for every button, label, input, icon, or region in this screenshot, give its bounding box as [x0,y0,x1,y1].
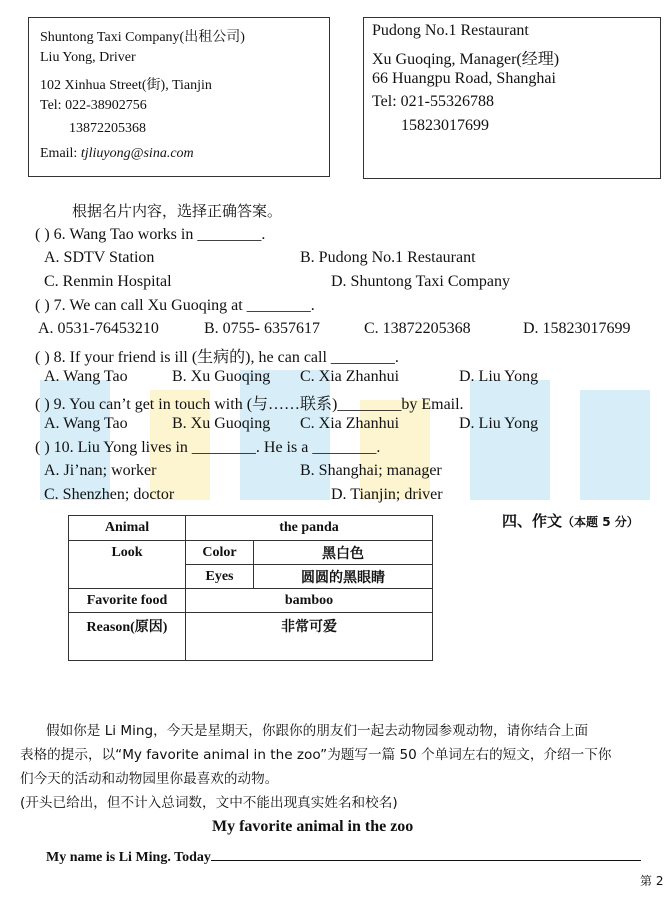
table-food-value: bamboo [186,589,433,613]
section-title [502,510,639,531]
question-7-option-c: C. 13872205368 [364,320,471,337]
essay-prompt-line1: 假如你是 Li Ming，今天是星期天，你跟你的朋友们一起去动物园参观动物，请你结合上面 [46,723,589,739]
essay-prompt-line3: 们今天的活动和动物园里你最喜欢的动物。 [20,771,279,787]
panda-info-table [68,515,433,661]
card2-company: Pudong No.1 Restaurant [372,22,529,39]
question-8-option-b: B. Xu Guoqing [172,368,271,385]
question-8-option-d: D. Liu Yong [459,368,539,385]
question-9-option-b: B. Xu Guoqing [172,415,271,432]
table-reason-label: Reason(原因) [69,613,186,661]
question-7-stem: ( ) 7. We can call Xu Guoqing at ________. [35,297,315,314]
question-6-option-d: D. Shuntong Taxi Company [331,273,511,290]
card1-email-label: Email: [40,146,81,161]
card1-tel: Tel: 022-38902756 [40,98,147,113]
essay-note: (开头已给出，但不计入总词数，文中不能出现真实姓名和校名) [20,795,398,811]
table-food-label: Favorite food [69,589,186,613]
page-footer: 第 2 [640,874,664,888]
card2-address: 66 Huangpu Road, Shanghai [372,70,556,87]
card2-name: Xu Guoqing, Manager(经理) [372,51,560,68]
card1-email-row [40,146,194,162]
card1-company: Shuntong Taxi Company(出租公司) [40,30,245,45]
question-7-option-d: D. 15823017699 [523,320,631,337]
section-title-text: 四、作文 [502,512,563,530]
essay-answer-line [211,848,641,861]
essay-prompt-line2: 表格的提示，以“My favorite animal in the zoo”为题写一篇 50 个单词左右的短文，介绍一下你 [20,747,612,763]
question-7-option-a: A. 0531-76453210 [38,320,159,337]
card1-address: 102 Xinhua Street(街), Tianjin [40,78,212,93]
table-look-label: Look [69,541,186,589]
question-8-option-c: C. Xia Zhanhui [300,368,400,385]
card2-tel: Tel: 021-55326788 [372,93,494,110]
question-9-option-a: A. Wang Tao [44,415,128,432]
question-9-stem: ( ) 9. You can’t get in touch with (与……联系)________by Email. [35,396,464,413]
table-animal-value: the panda [186,516,433,541]
table-eyes-value: 圆圆的黑眼睛 [254,565,433,589]
question-6-option-a: A. SDTV Station [44,249,155,266]
question-7-option-b: B. 0755- 6357617 [204,320,320,337]
table-animal-label: Animal [69,516,186,541]
card1-name: Liu Yong, Driver [40,50,136,65]
table-color-value: 黑白色 [254,541,433,565]
question-10-option-a: A. Ji’nan; worker [44,462,157,479]
card1-tel2: 13872205368 [69,121,146,136]
question-10-option-c: C. Shenzhen; doctor [44,486,175,503]
question-6-stem: ( ) 6. Wang Tao works in ________. [35,226,266,243]
card2-tel2: 15823017699 [401,117,489,134]
question-8-stem: ( ) 8. If your friend is ill (生病的), he can call ________. [35,349,399,366]
question-10-option-d: D. Tianjin; driver [331,486,443,503]
essay-start-text: My name is Li Ming. Today [46,850,211,865]
instruction-text: 根据名片内容，选择正确答案。 [72,202,283,220]
table-reason-value: 非常可爱 [186,613,433,661]
question-9-option-c: C. Xia Zhanhui [300,415,400,432]
essay-title: My favorite animal in the zoo [212,818,414,835]
section-points: （本题 5 分） [562,515,639,529]
table-color-label: Color [186,541,254,565]
card1-email: tjliuyong@sina.com [80,146,194,161]
question-10-option-b: B. Shanghai; manager [300,462,442,479]
question-8-option-a: A. Wang Tao [44,368,128,385]
question-6-option-b: B. Pudong No.1 Restaurant [300,249,476,266]
question-10-stem: ( ) 10. Liu Yong lives in ________. He is a ________. [35,439,381,456]
essay-start [46,848,641,866]
table-eyes-label: Eyes [186,565,254,589]
question-9-option-d: D. Liu Yong [459,415,539,432]
question-6-option-c: C. Renmin Hospital [44,273,172,290]
